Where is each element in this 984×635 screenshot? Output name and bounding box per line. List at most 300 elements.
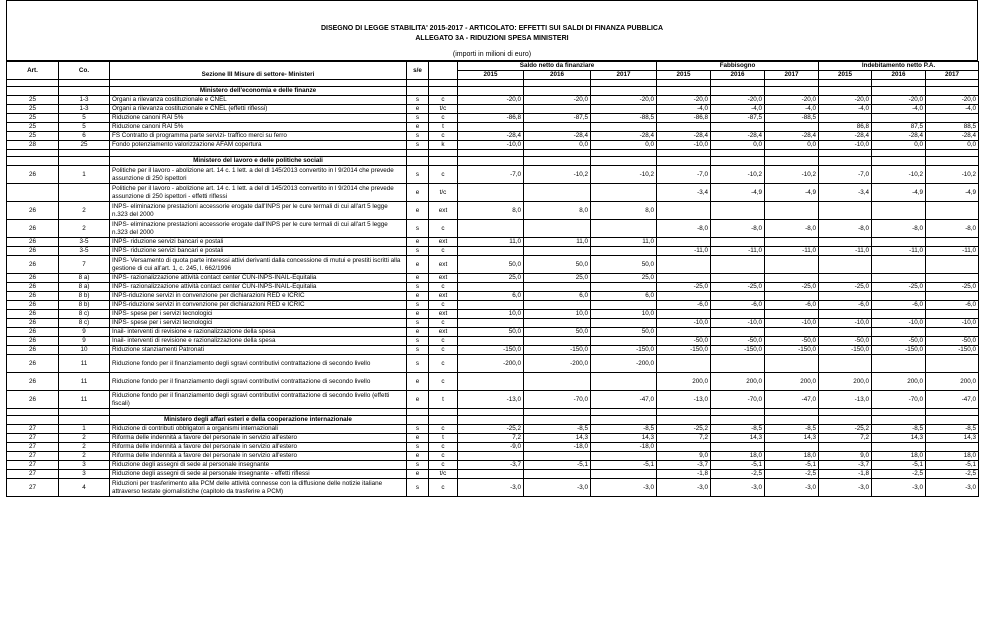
cell-co: 9	[59, 328, 110, 337]
cell-value: -8,0	[657, 220, 711, 238]
cell-value: -20,0	[819, 96, 872, 105]
cell-value	[711, 292, 765, 301]
cell-value: -28,4	[765, 132, 819, 141]
cell-art: 27	[7, 434, 59, 443]
cell-value: -4,0	[711, 105, 765, 114]
cell-co: 11	[59, 373, 110, 391]
cell-se: s	[407, 220, 429, 238]
cell-value: 10,0	[591, 310, 657, 319]
table-row	[7, 319, 979, 328]
cell-art: 26	[7, 337, 59, 346]
cell-value: -3,4	[819, 184, 872, 202]
cell-value: -11,0	[711, 247, 765, 256]
cell-description: INPS- eliminazione prestazioni accessorie erogate dall'INPS per le cure termali di cui all'art 5 legge n.323 del 2000	[110, 220, 407, 238]
cell-value	[657, 202, 711, 220]
cell-value: -86,8	[458, 114, 524, 123]
cell-co: 8 b)	[59, 301, 110, 310]
empty-cell	[7, 409, 59, 416]
cell-value	[458, 220, 524, 238]
table-row	[7, 373, 979, 391]
cell-value: -25,0	[819, 283, 872, 292]
empty-cell	[711, 87, 765, 96]
cell-value: -10,2	[591, 166, 657, 184]
empty-cell	[524, 157, 591, 166]
cell-se: e	[407, 328, 429, 337]
cell-value: 25,0	[524, 274, 591, 283]
cell-co: 5	[59, 114, 110, 123]
cell-value	[765, 310, 819, 319]
group-saldo-netto: Saldo netto da finanziare	[458, 62, 657, 71]
cell-art: 25	[7, 96, 59, 105]
year-header: 2017	[765, 71, 819, 80]
units-note: (importi in milioni di euro)	[452, 51, 532, 58]
cell-value	[765, 202, 819, 220]
empty-cell	[765, 416, 819, 425]
cell-se: s	[407, 425, 429, 434]
cell-se: e	[407, 202, 429, 220]
cell-art: 26	[7, 301, 59, 310]
cell-value: 6,0	[524, 292, 591, 301]
empty-cell	[657, 409, 711, 416]
cell-value: -8,5	[591, 425, 657, 434]
cell-value: 50,0	[524, 256, 591, 274]
cell-co: 2	[59, 443, 110, 452]
cell-value	[711, 256, 765, 274]
empty-cell	[458, 80, 524, 87]
cell-value: 200,0	[926, 373, 979, 391]
cell-value: 18,0	[872, 452, 926, 461]
cell-co: 1	[59, 166, 110, 184]
cell-value: 0,0	[524, 141, 591, 150]
cell-description: Organi a rilevanza costituzionale e CNEL (effetti riflessi)	[110, 105, 407, 114]
cell-value: -6,0	[657, 301, 711, 310]
group-title-row	[7, 87, 979, 96]
cell-value: -3,0	[657, 479, 711, 497]
empty-cell	[407, 409, 429, 416]
empty-cell	[591, 87, 657, 96]
cell-description: Fondo potenziamento valorizzazione AFAM copertura	[110, 141, 407, 150]
cell-value: 11,0	[591, 238, 657, 247]
cell-co: 8 c)	[59, 319, 110, 328]
cell-value: -4,0	[657, 105, 711, 114]
cell-description: INPS- spese per i servizi tecnologici	[110, 310, 407, 319]
cell-value: -28,4	[458, 132, 524, 141]
cell-value: -2,5	[872, 470, 926, 479]
table-row	[7, 443, 979, 452]
cell-art: 25	[7, 114, 59, 123]
cell-value: -18,0	[591, 443, 657, 452]
table-row	[7, 105, 979, 114]
cell-value: 200,0	[657, 373, 711, 391]
table-row	[7, 256, 979, 274]
cell-type: c	[429, 425, 458, 434]
cell-value	[926, 443, 979, 452]
cell-value: 14,3	[524, 434, 591, 443]
cell-description: Organi a rilevanza costituzionale e CNEL	[110, 96, 407, 105]
empty-cell	[59, 409, 110, 416]
cell-description: Riduzione fondo per il finanziamento degli sgravi contributivi contrattazione di secondo livello (effetti fiscali)	[110, 391, 407, 409]
cell-art: 26	[7, 391, 59, 409]
cell-art: 26	[7, 247, 59, 256]
cell-co: 1-3	[59, 105, 110, 114]
cell-se: e	[407, 434, 429, 443]
cell-type: t/c	[429, 105, 458, 114]
cell-description: INPS- spese per i servizi tecnologici	[110, 319, 407, 328]
empty-cell	[429, 157, 458, 166]
cell-description: Riduzione canoni RAI 5%	[110, 123, 407, 132]
cell-value: 0,0	[926, 141, 979, 150]
cell-value	[591, 452, 657, 461]
cell-value	[524, 301, 591, 310]
cell-value	[711, 238, 765, 247]
cell-value: 18,0	[926, 452, 979, 461]
table-row	[7, 461, 979, 470]
empty-cell	[926, 157, 979, 166]
cell-value: -13,0	[458, 391, 524, 409]
cell-value: -25,2	[819, 425, 872, 434]
cell-value	[926, 328, 979, 337]
table-row	[7, 301, 979, 310]
cell-type: c	[429, 319, 458, 328]
cell-co: 3	[59, 461, 110, 470]
table-row	[7, 114, 979, 123]
cell-value	[765, 355, 819, 373]
empty-cell	[926, 87, 979, 96]
year-header: 2015	[458, 71, 524, 80]
cell-value: -50,0	[926, 337, 979, 346]
cell-value: -2,5	[711, 470, 765, 479]
cell-type: c	[429, 346, 458, 355]
cell-description: Inail- interventi di revisione e razionalizzazione della spesa	[110, 337, 407, 346]
empty-cell	[926, 80, 979, 87]
empty-cell	[7, 80, 59, 87]
empty-cell	[819, 157, 872, 166]
cell-value: -5,1	[524, 461, 591, 470]
cell-value: 50,0	[524, 328, 591, 337]
cell-value: -4,0	[872, 105, 926, 114]
cell-se: s	[407, 301, 429, 310]
cell-se: e	[407, 292, 429, 301]
cell-art: 26	[7, 310, 59, 319]
cell-value	[711, 310, 765, 319]
cell-value: -10,2	[926, 166, 979, 184]
cell-value	[711, 328, 765, 337]
table-row	[7, 220, 979, 238]
empty-cell	[657, 87, 711, 96]
document-subtitle: ALLEGATO 3A - RIDUZIONI SPESA MINISTERI	[415, 35, 569, 42]
cell-se: s	[407, 114, 429, 123]
cell-value: -3,0	[819, 479, 872, 497]
cell-art: 25	[7, 105, 59, 114]
header-row-groups	[7, 62, 979, 71]
empty-cell	[591, 150, 657, 157]
table-row	[7, 391, 979, 409]
cell-value: -13,0	[657, 391, 711, 409]
cell-description: INPS- eliminazione prestazioni accessorie erogate dall'INPS per le cure termali di cui all'art 5 legge n.323 del 2000	[110, 202, 407, 220]
cell-value: -70,0	[872, 391, 926, 409]
cell-value: -70,0	[524, 391, 591, 409]
cell-value: 86,8	[819, 123, 872, 132]
cell-value: -1,8	[657, 470, 711, 479]
cell-description: INPS- razionalizzazione attività contact center CUN-INPS-INAIL-Equitalia	[110, 283, 407, 292]
cell-value: -4,9	[872, 184, 926, 202]
cell-value: -28,4	[872, 132, 926, 141]
cell-value	[765, 274, 819, 283]
cell-co: 11	[59, 355, 110, 373]
cell-co: 7	[59, 256, 110, 274]
cell-value	[819, 274, 872, 283]
cell-value: -11,0	[657, 247, 711, 256]
cell-type: ext	[429, 292, 458, 301]
cell-co: 3-5	[59, 247, 110, 256]
cell-value: -10,2	[524, 166, 591, 184]
cell-value: 0,0	[872, 141, 926, 150]
cell-value	[765, 328, 819, 337]
year-header: 2015	[819, 71, 872, 80]
empty-cell	[429, 80, 458, 87]
cell-value: -50,0	[872, 337, 926, 346]
empty-cell	[819, 416, 872, 425]
cell-value: -3,7	[819, 461, 872, 470]
cell-value: 14,3	[591, 434, 657, 443]
cell-value	[819, 202, 872, 220]
cell-art: 26	[7, 166, 59, 184]
cell-value: -8,5	[926, 425, 979, 434]
cell-value: -11,0	[819, 247, 872, 256]
cell-type: t/c	[429, 184, 458, 202]
cell-value: -150,0	[458, 346, 524, 355]
cell-value: -150,0	[524, 346, 591, 355]
cell-value: 88,5	[926, 123, 979, 132]
year-header: 2016	[872, 71, 926, 80]
cell-value: -20,0	[657, 96, 711, 105]
cell-value	[524, 283, 591, 292]
cell-art: 28	[7, 141, 59, 150]
cell-value: -8,0	[819, 220, 872, 238]
table-row	[7, 310, 979, 319]
cell-value	[458, 184, 524, 202]
table-row	[7, 292, 979, 301]
cell-value: 11,0	[524, 238, 591, 247]
cell-value	[458, 452, 524, 461]
cell-value	[926, 274, 979, 283]
empty-cell	[458, 409, 524, 416]
cell-art: 26	[7, 202, 59, 220]
empty-cell	[458, 416, 524, 425]
spacer-row	[7, 80, 979, 87]
cell-se: s	[407, 346, 429, 355]
cell-value	[926, 238, 979, 247]
cell-value: -47,0	[765, 391, 819, 409]
cell-description: INPS- Versamento di quota parte interessi attivi derivanti dalla concessione di mutui e prestiti iscritti alla gestione di cui all'art. 1, c. 245, l. 662/1996	[110, 256, 407, 274]
cell-value	[524, 105, 591, 114]
cell-value	[458, 123, 524, 132]
cell-value: -2,5	[765, 470, 819, 479]
cell-description: INPS-riduzione servizi in convenzione per dichiarazioni RED e ICRIC	[110, 292, 407, 301]
cell-value	[657, 310, 711, 319]
cell-value: -5,1	[765, 461, 819, 470]
cell-value: -4,9	[926, 184, 979, 202]
cell-value	[765, 292, 819, 301]
year-header: 2015	[657, 71, 711, 80]
cell-se: e	[407, 452, 429, 461]
empty-cell	[458, 150, 524, 157]
cell-value: -18,0	[524, 443, 591, 452]
cell-value: 0,0	[591, 141, 657, 150]
year-header: 2016	[711, 71, 765, 80]
empty-cell	[407, 87, 429, 96]
cell-value: -8,0	[711, 220, 765, 238]
cell-value: -20,0	[765, 96, 819, 105]
empty-cell	[429, 416, 458, 425]
cell-value	[458, 337, 524, 346]
cell-se: s	[407, 141, 429, 150]
col-se: s/e	[407, 62, 429, 80]
cell-value: 14,3	[765, 434, 819, 443]
empty-cell	[872, 157, 926, 166]
cell-se: s	[407, 132, 429, 141]
cell-value	[591, 123, 657, 132]
cell-value	[524, 220, 591, 238]
cell-type: ext	[429, 238, 458, 247]
cell-se: e	[407, 238, 429, 247]
cell-value: -150,0	[711, 346, 765, 355]
cell-description: Riduzione di contributi obbligatori a organismi internazionali	[110, 425, 407, 434]
cell-value	[458, 105, 524, 114]
empty-cell	[407, 80, 429, 87]
cell-value: -28,4	[524, 132, 591, 141]
cell-value: -5,1	[926, 461, 979, 470]
cell-se: e	[407, 373, 429, 391]
cell-value	[872, 274, 926, 283]
cell-value: -70,0	[711, 391, 765, 409]
cell-value	[458, 247, 524, 256]
cell-type: c	[429, 443, 458, 452]
cell-value	[657, 355, 711, 373]
cell-value: 50,0	[591, 256, 657, 274]
cell-value: -20,0	[711, 96, 765, 105]
cell-value	[657, 238, 711, 247]
cell-co: 2	[59, 452, 110, 461]
cell-se: e	[407, 123, 429, 132]
cell-value: -88,5	[591, 114, 657, 123]
empty-cell	[59, 150, 110, 157]
cell-co: 25	[59, 141, 110, 150]
cell-value	[711, 202, 765, 220]
cell-value	[872, 443, 926, 452]
cell-value: -50,0	[657, 337, 711, 346]
cell-description: INPS- riduzione servizi bancari e postali	[110, 247, 407, 256]
cell-value: -1,8	[819, 470, 872, 479]
cell-value	[926, 292, 979, 301]
cell-value: 7,2	[458, 434, 524, 443]
cell-description: Politiche per il lavoro - abolizione art. 14 c. 1 lett. a del dl 145/2013 convertito in l 9/2014 che prevede assunzione di 250 ispettori	[110, 166, 407, 184]
cell-value	[524, 123, 591, 132]
cell-value: -7,0	[657, 166, 711, 184]
cell-value	[872, 310, 926, 319]
table-row	[7, 283, 979, 292]
cell-value	[591, 220, 657, 238]
cell-value	[591, 373, 657, 391]
cell-value: -10,0	[657, 319, 711, 328]
cell-value: -4,0	[765, 105, 819, 114]
cell-type: c	[429, 247, 458, 256]
cell-type: c	[429, 301, 458, 310]
table-row	[7, 346, 979, 355]
cell-value: -6,0	[872, 301, 926, 310]
cell-co: 8 b)	[59, 292, 110, 301]
col-co: Co.	[59, 62, 110, 80]
cell-value	[926, 256, 979, 274]
cell-value: 14,3	[926, 434, 979, 443]
empty-cell	[59, 80, 110, 87]
cell-value: -10,0	[458, 141, 524, 150]
section-title: Sezione III Misure di settore- Ministeri	[110, 62, 407, 80]
cell-value	[524, 452, 591, 461]
table-row	[7, 238, 979, 247]
cell-type: k	[429, 141, 458, 150]
empty-cell	[765, 80, 819, 87]
empty-cell	[7, 157, 59, 166]
cell-value: -50,0	[765, 337, 819, 346]
cell-value: -47,0	[591, 391, 657, 409]
cell-co: 8 a)	[59, 274, 110, 283]
cell-value: -10,0	[657, 141, 711, 150]
empty-cell	[711, 416, 765, 425]
empty-cell	[765, 409, 819, 416]
cell-description: INPS-riduzione servizi in convenzione per dichiarazioni RED e ICRIC	[110, 301, 407, 310]
cell-value	[591, 301, 657, 310]
cell-co: 4	[59, 479, 110, 497]
spacer-row	[7, 409, 979, 416]
cell-co: 3	[59, 470, 110, 479]
cell-value: -3,0	[524, 479, 591, 497]
cell-value	[711, 355, 765, 373]
cell-value	[591, 470, 657, 479]
cell-value: -25,0	[765, 283, 819, 292]
cell-se: s	[407, 319, 429, 328]
cell-value: 50,0	[591, 328, 657, 337]
cell-se: e	[407, 310, 429, 319]
cell-value: -8,0	[926, 220, 979, 238]
cell-value: -50,0	[819, 337, 872, 346]
empty-cell	[872, 80, 926, 87]
empty-cell	[711, 157, 765, 166]
empty-cell	[872, 416, 926, 425]
cell-value: -150,0	[926, 346, 979, 355]
cell-value: -8,0	[765, 220, 819, 238]
cell-value: 9,0	[657, 452, 711, 461]
cell-value	[872, 328, 926, 337]
empty-cell	[819, 409, 872, 416]
cell-value: -25,2	[458, 425, 524, 434]
cell-type: ext	[429, 256, 458, 274]
empty-cell	[524, 87, 591, 96]
cell-art: 26	[7, 256, 59, 274]
empty-cell	[429, 87, 458, 96]
cell-value: -25,0	[711, 283, 765, 292]
cell-type: t	[429, 391, 458, 409]
cell-value	[657, 274, 711, 283]
table-row	[7, 202, 979, 220]
cell-value: 7,2	[819, 434, 872, 443]
cell-value: -20,0	[872, 96, 926, 105]
empty-cell	[872, 150, 926, 157]
cell-value: 14,3	[711, 434, 765, 443]
cell-art: 26	[7, 373, 59, 391]
cell-value: -8,5	[524, 425, 591, 434]
cell-value	[819, 292, 872, 301]
